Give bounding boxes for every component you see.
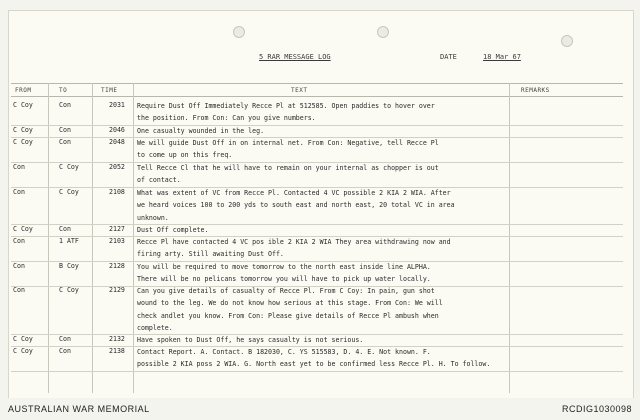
col-header-text: TEXT [291, 87, 308, 94]
row-from: C Coy [13, 138, 33, 146]
row-message [137, 224, 505, 236]
header-rule [11, 96, 623, 97]
footer-bar [0, 398, 640, 420]
footer-source: AUSTRALIAN WAR MEMORIAL [8, 404, 150, 414]
row-to: Con [59, 138, 71, 146]
footer-reference: RCDIG1030098 [561, 404, 632, 414]
row-from: Con [13, 262, 25, 270]
header-rule [11, 83, 623, 84]
message-line: What was extent of VC from Recce Pl. Contacted 4 VC possible 2 KIA 2 WIA. After [137, 189, 451, 197]
message-line: unknown. [137, 213, 169, 222]
row-message [137, 187, 505, 224]
row-from: C Coy [13, 347, 33, 355]
message-line: We will guide Dust Off in on internal net. From Con: Negative, tell Recce Pl [137, 139, 439, 147]
message-line: to come up on this freq. [137, 151, 233, 160]
row-from: Con [13, 163, 25, 171]
message-line: possible 2 KIA poss 2 WIA. G. North east yet to be confirmed less Recce Pl. H. To follow. [137, 360, 491, 369]
row-from: C Coy [13, 225, 33, 233]
row-message [137, 346, 505, 371]
row-from: Con [13, 237, 25, 245]
message-line: wound to the leg. We do not know how serious at this stage. From Con: We will [137, 299, 443, 308]
row-message [137, 162, 505, 187]
row-message [137, 100, 505, 125]
message-line: You will be required to move tomorrow to the north east inside line ALPHA. [137, 263, 431, 271]
message-line: Recce Pl have contacted 4 VC pos ible 2 KIA 2 WIA They area withdrawing now and [137, 238, 451, 246]
punch-hole [561, 35, 573, 47]
row-message [137, 137, 505, 162]
message-line: the position. From Con: Can you give numbers. [137, 114, 316, 123]
message-line: Tell Recce Cl that he will have to remain on your internal as chopper is out [137, 164, 439, 172]
row-time: 2048 [109, 138, 125, 146]
col-header-time: TIME [101, 87, 118, 94]
message-line: Have spoken to Dust Off, he says casualty is not serious. [137, 336, 364, 344]
row-from: Con [13, 188, 25, 196]
punch-hole [233, 26, 245, 38]
row-from: C Coy [13, 101, 33, 109]
message-line: Dust Off complete. [137, 226, 209, 234]
row-time: 2052 [109, 163, 125, 171]
row-time: 2138 [109, 347, 125, 355]
row-to: Con [59, 335, 71, 343]
message-line: There will be no pelicans tomorrow you will have to pick up water locally. [137, 275, 431, 284]
message-line: we heard voices 100 to 200 yds to south east and north east, 20 total VC in area [137, 201, 455, 210]
message-line: complete. [137, 323, 173, 332]
row-to: Con [59, 101, 71, 109]
message-line: Contact Report. A. Contact. B 182030, C. YS 515583, D. 4. E. Not known. F. [137, 348, 431, 356]
message-line: Require Dust Off Immediately Recce Pl at 512585. Open paddies to hover over [137, 102, 435, 110]
row-message [137, 125, 505, 137]
row-from: C Coy [13, 126, 33, 134]
row-from: C Coy [13, 335, 33, 343]
row-to: C Coy [59, 188, 79, 196]
message-line: of contact. [137, 176, 181, 185]
date-value: 18 Mar 67 [483, 53, 521, 61]
punch-hole [377, 26, 389, 38]
row-time: 2031 [109, 101, 125, 109]
message-line: One casualty wounded in the leg. [137, 127, 265, 135]
row-time: 2132 [109, 335, 125, 343]
col-header-to: TO [59, 87, 68, 94]
row-message [137, 261, 505, 286]
message-line: check andlet you know. From Con: Please give details of Recce Pl ambush when [137, 311, 439, 320]
row-to: Con [59, 225, 71, 233]
message-line: Can you give details of casualty of Recce Pl. From C Coy: In pain, gun shot [137, 287, 435, 295]
row-message [137, 334, 505, 346]
row-to: C Coy [59, 163, 79, 171]
row-time: 2129 [109, 286, 125, 294]
row-time: 2128 [109, 262, 125, 270]
row-time: 2103 [109, 237, 125, 245]
row-time: 2046 [109, 126, 125, 134]
row-to: B Coy [59, 262, 79, 270]
message-line: firing arty. Still awaiting Dust Off. [137, 250, 284, 259]
date-label: DATE [440, 53, 457, 61]
col-header-from: FROM [15, 87, 32, 94]
col-header-remarks: REMARKS [521, 87, 550, 94]
row-message [137, 236, 505, 261]
row-to: 1 ATF [59, 237, 79, 245]
row-time: 2108 [109, 188, 125, 196]
log-title: 5 RAR MESSAGE LOG [259, 53, 331, 61]
document-page [8, 10, 634, 400]
row-to: C Coy [59, 286, 79, 294]
row-rule [11, 371, 623, 372]
row-to: Con [59, 347, 71, 355]
row-time: 2127 [109, 225, 125, 233]
row-to: Con [59, 126, 71, 134]
row-message [137, 285, 505, 334]
row-from: Con [13, 286, 25, 294]
